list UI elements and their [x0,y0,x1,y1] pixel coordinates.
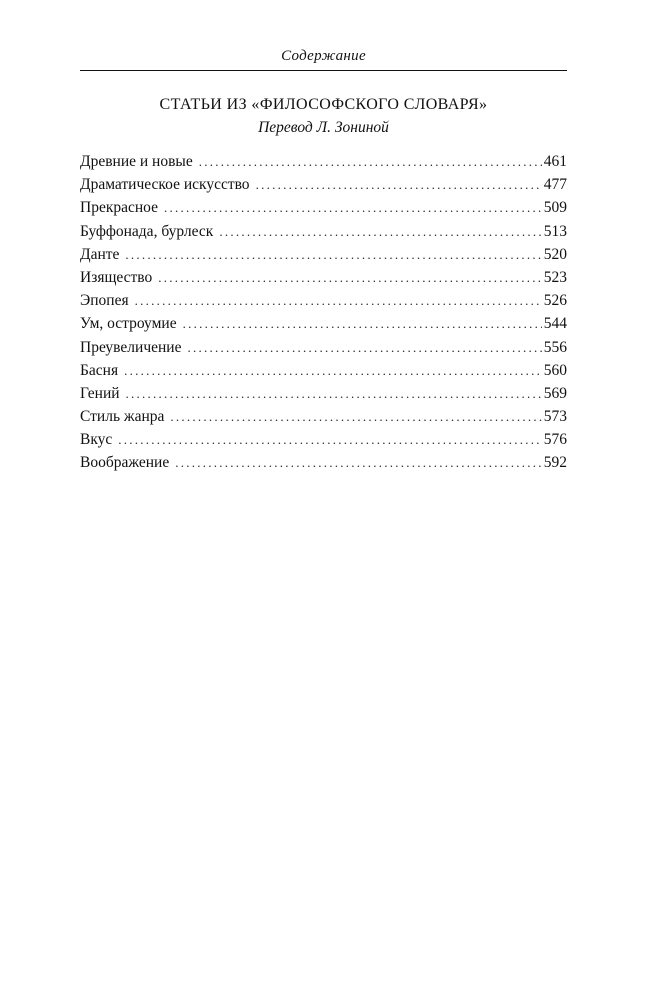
toc-entry-title: Драматическое искусство [80,176,250,194]
dot-leader [187,336,541,359]
toc-entry-page: 509 [543,199,567,217]
dot-leader [158,266,541,289]
section-title: СТАТЬИ ИЗ «ФИЛОСОФСКОГО СЛОВАРЯ» [159,96,488,113]
toc-entry[interactable] [80,243,567,266]
toc-entry-title: Воображение [80,454,170,472]
dot-leader [135,289,542,312]
section-subtitle: Перевод Л. Зониной [258,119,389,136]
toc-entry[interactable] [80,382,567,405]
dot-leader [170,405,541,428]
dot-leader [118,428,541,451]
toc-entry-page: 544 [543,315,567,333]
toc-entry-page: 513 [543,222,567,240]
toc-entry-title: Изящество [80,268,153,286]
toc-entry-title: Прекрасное [80,199,158,217]
toc-entry-page: 477 [543,176,567,194]
toc-entry-page: 523 [543,268,567,286]
toc-entry-page: 573 [543,408,567,426]
running-head: Содержание [281,48,366,64]
dot-leader [125,243,541,266]
dot-leader [183,312,542,335]
toc-entry-title: Стиль жанра [80,408,165,426]
toc-entry[interactable] [80,359,567,382]
toc-entry-title: Гений [80,384,120,402]
toc-entry[interactable] [80,266,567,289]
toc-entry[interactable] [80,451,567,474]
toc-entry-title: Буффонада, бурлеск [80,222,214,240]
dot-leader [219,220,541,243]
toc-entry-page: 560 [543,361,567,379]
toc-entry-title: Данте [80,245,120,263]
dot-leader [164,196,542,219]
toc-entry[interactable] [80,336,567,359]
dot-leader [199,150,542,173]
toc-entry-page: 592 [543,454,567,472]
toc-entry-title: Ум, остроумие [80,315,177,333]
dot-leader [124,359,542,382]
dot-leader [256,173,542,196]
toc-entry-page: 520 [543,245,567,263]
dot-leader [175,451,542,474]
toc-entry[interactable] [80,220,567,243]
toc-entry-page: 526 [543,292,567,310]
toc-entry-page: 576 [543,431,567,449]
toc-entry-title: Вкус [80,431,113,449]
toc-entry[interactable] [80,405,567,428]
toc-entry[interactable] [80,289,567,312]
toc-entry-title: Эпопея [80,292,129,310]
dot-leader [126,382,542,405]
toc-entry[interactable] [80,312,567,335]
toc-entry-page: 556 [543,338,567,356]
toc-entry-page: 569 [543,384,567,402]
toc-entry-title: Преувеличение [80,338,182,356]
header-rule [80,70,567,71]
toc-entry-title: Древние и новые [80,153,193,170]
table-of-contents [80,150,567,475]
toc-entry[interactable] [80,428,567,451]
toc-entry[interactable] [80,173,567,196]
toc-entry-page: 461 [543,153,567,170]
toc-entry[interactable] [80,196,567,219]
toc-entry[interactable] [80,150,567,173]
toc-entry-title: Басня [80,361,119,379]
